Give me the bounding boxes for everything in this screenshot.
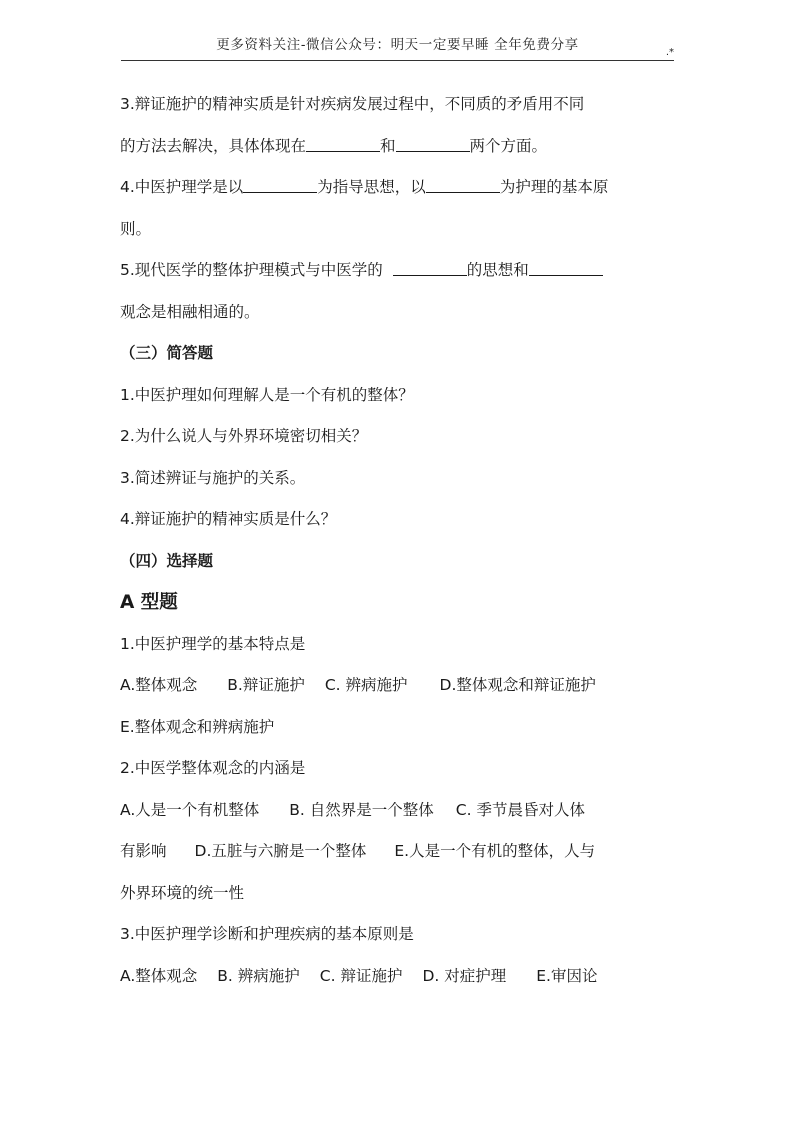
option-c: C. 季节晨昏对人体	[455, 800, 585, 819]
option-a: A.人是一个有机整体	[120, 800, 260, 819]
choice-q1-option-e: E.整体观念和辨病施护	[120, 717, 275, 736]
header-text: 更多资料关注-微信公众号：明天一定要早睡 全年免费分享	[216, 37, 579, 53]
choice-q2-options-line3: 外界环境的统一性	[120, 883, 245, 902]
fill-in-q4-line2: 则。	[120, 219, 152, 238]
answer-blank	[393, 260, 467, 276]
section-title-short-answer: （三）简答题	[120, 344, 214, 362]
choice-q2-options-line1	[120, 790, 680, 832]
option-d: D. 对症护理	[422, 966, 507, 985]
option-b: B. 自然界是一个整体	[289, 800, 434, 819]
answer-blank	[306, 136, 380, 152]
choice-q1-options	[120, 665, 680, 707]
answer-blank	[396, 136, 470, 152]
option-b: B. 辨病施护	[217, 966, 300, 985]
option-b: B.辩证施护	[227, 676, 305, 694]
fill-in-q5-line2: 观念是相融相通的。	[120, 302, 260, 321]
page-header	[121, 29, 674, 61]
short-answer-item: 3.简述辨证与施护的关系。	[120, 468, 306, 487]
option-c: C. 辨病施护	[324, 676, 408, 694]
option-c: C. 辩证施护	[319, 966, 403, 985]
option-a: A.整体观念	[120, 676, 198, 694]
type-a-heading: A 型题	[120, 592, 178, 613]
choice-q1-stem: 1.中医护理学的基本特点是	[120, 634, 306, 653]
option-d: D.五脏与六腑是一个整体	[194, 842, 367, 860]
fill-in-q5-line1: 5.现代医学的整体护理模式与中医学的 的思想和	[120, 250, 680, 292]
option-d: D.整体观念和辩证施护	[439, 676, 596, 694]
choice-q2-options-line2: 有影响 D.五脏与六腑是一个整体 E.人是一个有机的整体，人与	[120, 842, 596, 860]
option-e: E.审因论	[536, 966, 598, 985]
fill-in-q4-line1: 4.中医护理学是以 为指导思想，以 为护理的基本原	[120, 178, 609, 196]
short-answer-item: 2.为什么说人与外界环境密切相关？	[120, 427, 368, 445]
document-body	[120, 84, 680, 997]
short-answer-item: 1.中医护理如何理解人是一个有机的整体？	[120, 385, 414, 404]
answer-blank	[529, 260, 603, 276]
answer-blank	[243, 177, 317, 193]
choice-q3-stem: 3.中医护理学诊断和护理疾病的基本原则是	[120, 925, 414, 943]
answer-blank	[426, 177, 500, 193]
fill-in-q3-line2: 的方法去解决，具体体现在 和 两个方面。	[120, 136, 548, 155]
fill-in-q3-line1: 3.辩证施护的精神实质是针对疾病发展过程中，不同质的矛盾用不同	[120, 95, 585, 113]
option-e: E.人是一个有机的整体，人与	[394, 842, 596, 860]
section-title-choice: （四）选择题	[120, 551, 214, 570]
short-answer-item: 4.辩证施护的精神实质是什么？	[120, 510, 337, 528]
header-mark: .*	[665, 47, 674, 58]
option-a: A.整体观念	[120, 966, 198, 985]
choice-q3-options	[120, 956, 680, 998]
choice-q2-stem: 2.中医学整体观念的内涵是	[120, 759, 306, 777]
